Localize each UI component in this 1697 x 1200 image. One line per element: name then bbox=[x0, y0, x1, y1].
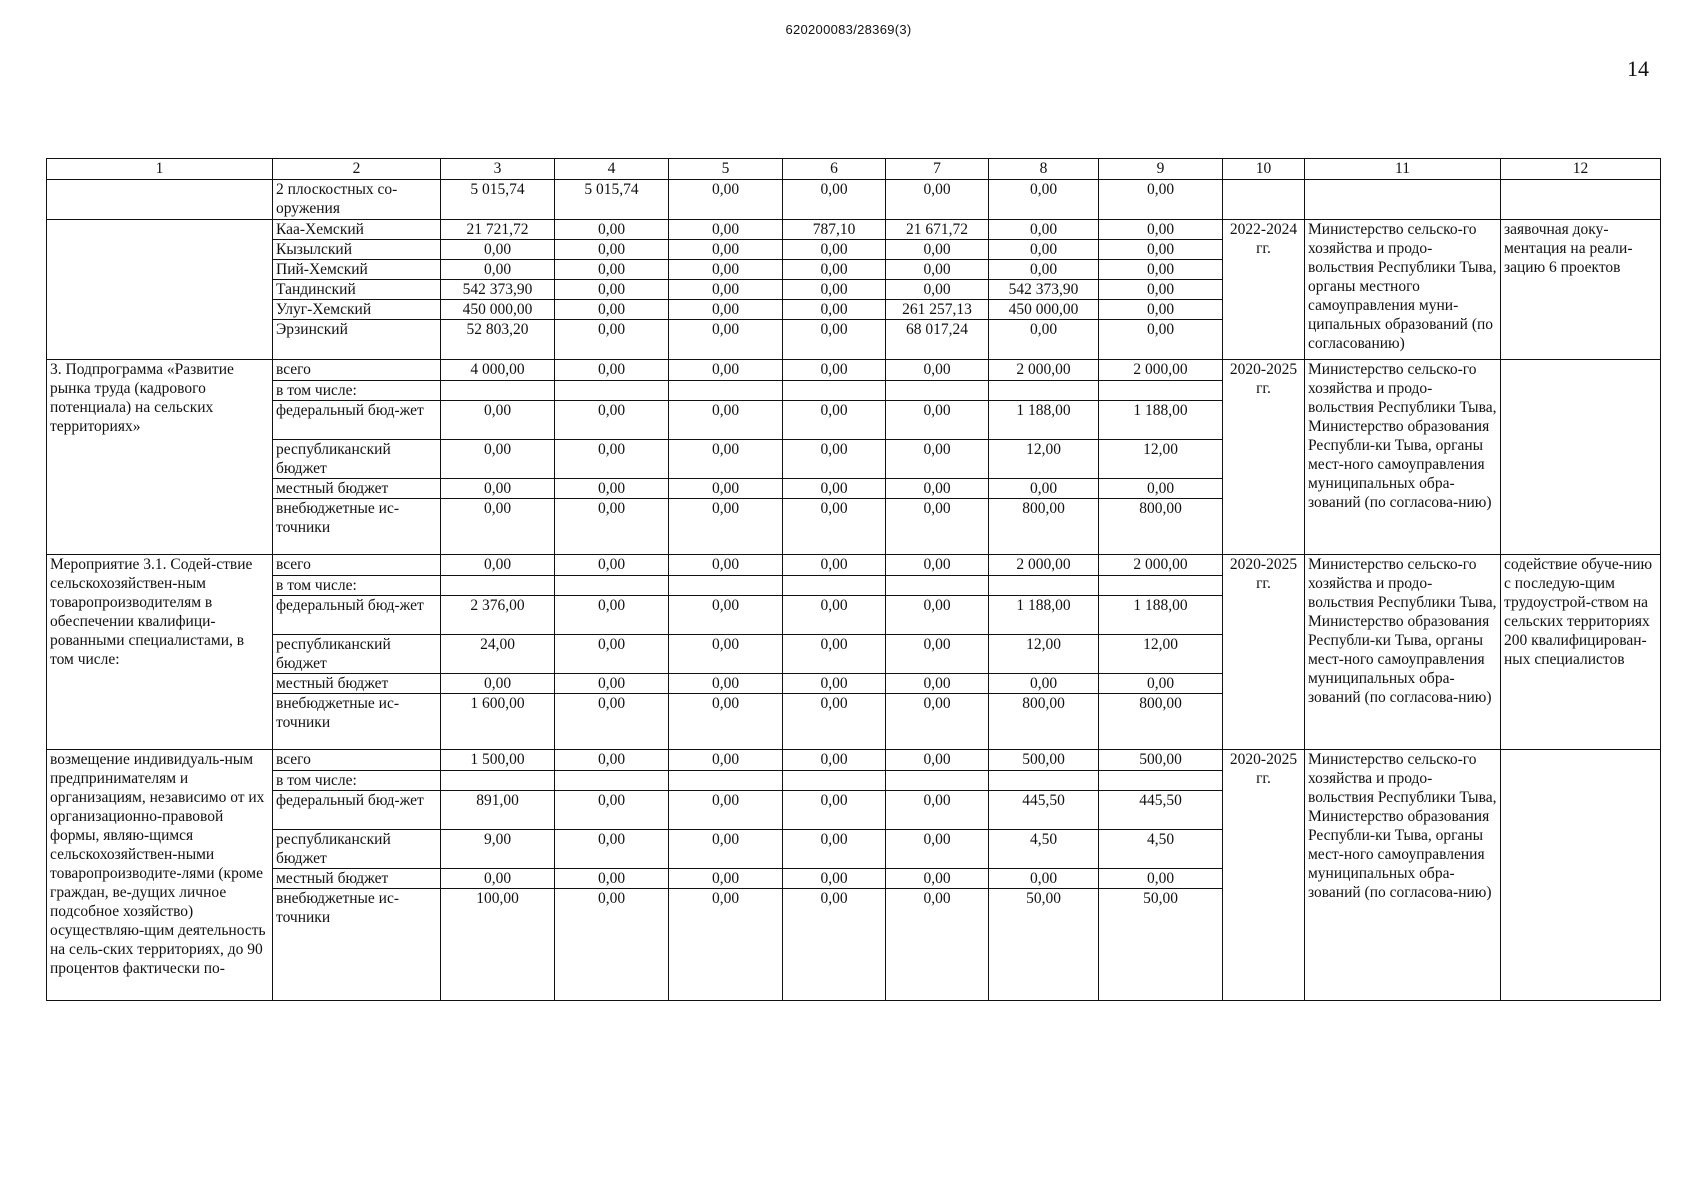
column-number: 5 bbox=[669, 159, 783, 180]
amount-cell: 0,00 bbox=[886, 791, 989, 830]
amount-cell: 52 803,20 bbox=[441, 320, 555, 360]
amount-cell bbox=[989, 576, 1099, 596]
amount-cell: 0,00 bbox=[669, 791, 783, 830]
amount-cell: 261 257,13 bbox=[886, 300, 989, 320]
amount-cell: 68 017,24 bbox=[886, 320, 989, 360]
amount-cell: 0,00 bbox=[886, 869, 989, 889]
amount-cell: 0,00 bbox=[989, 240, 1099, 260]
amount-cell: 0,00 bbox=[783, 791, 886, 830]
funding-source-cell: местный бюджет bbox=[273, 479, 441, 499]
amount-cell: 100,00 bbox=[441, 889, 555, 1001]
expected-result-cell: содействие обуче-нию с последую-щим трудоустрой-ством на сельских территориях 200 квалифицирован-ных специалистов bbox=[1501, 555, 1661, 750]
amount-cell: 0,00 bbox=[555, 260, 669, 280]
column-number: 8 bbox=[989, 159, 1099, 180]
budget-table bbox=[46, 158, 1661, 1001]
amount-cell: 0,00 bbox=[555, 479, 669, 499]
amount-cell: 0,00 bbox=[886, 635, 989, 674]
funding-source-cell: внебюджетные ис-точники bbox=[273, 889, 441, 1001]
amount-cell: 0,00 bbox=[783, 240, 886, 260]
funding-source-cell: Пий-Хемский bbox=[273, 260, 441, 280]
amount-cell: 0,00 bbox=[1099, 674, 1223, 694]
column-number: 4 bbox=[555, 159, 669, 180]
expected-result-cell bbox=[1501, 180, 1661, 220]
amount-cell: 12,00 bbox=[1099, 635, 1223, 674]
amount-cell: 0,00 bbox=[783, 869, 886, 889]
period-cell: 2020-2025 гг. bbox=[1223, 555, 1305, 750]
amount-cell: 0,00 bbox=[886, 830, 989, 869]
amount-cell: 0,00 bbox=[555, 555, 669, 576]
amount-cell: 2 000,00 bbox=[989, 555, 1099, 576]
funding-source-cell: республиканский бюджет bbox=[273, 635, 441, 674]
amount-cell: 0,00 bbox=[989, 869, 1099, 889]
amount-cell: 0,00 bbox=[989, 180, 1099, 220]
amount-cell: 445,50 bbox=[989, 791, 1099, 830]
amount-cell bbox=[441, 771, 555, 791]
amount-cell: 4,50 bbox=[989, 830, 1099, 869]
amount-cell: 0,00 bbox=[1099, 280, 1223, 300]
amount-cell: 0,00 bbox=[886, 596, 989, 635]
amount-cell: 0,00 bbox=[783, 635, 886, 674]
amount-cell: 21 671,72 bbox=[886, 220, 989, 240]
amount-cell: 0,00 bbox=[783, 889, 886, 1001]
amount-cell: 0,00 bbox=[989, 479, 1099, 499]
amount-cell: 5 015,74 bbox=[555, 180, 669, 220]
amount-cell: 0,00 bbox=[441, 401, 555, 440]
funding-source-cell: местный бюджет bbox=[273, 674, 441, 694]
table-row bbox=[47, 180, 1661, 220]
funding-source-cell: федеральный бюд-жет bbox=[273, 401, 441, 440]
amount-cell: 0,00 bbox=[1099, 869, 1223, 889]
amount-cell: 0,00 bbox=[441, 440, 555, 479]
funding-source-cell: Тандинский bbox=[273, 280, 441, 300]
funding-source-cell: всего bbox=[273, 750, 441, 771]
amount-cell: 0,00 bbox=[669, 240, 783, 260]
executor-cell: Министерство сельско-го хозяйства и продо-вольствия Республики Тыва, Министерство образования Республи-ки Тыва, органы мест-ного самоуправления муниципальных обра-зований (по согласова-нию) bbox=[1305, 360, 1501, 555]
amount-cell: 0,00 bbox=[1099, 300, 1223, 320]
amount-cell: 0,00 bbox=[886, 750, 989, 771]
amount-cell: 0,00 bbox=[886, 440, 989, 479]
amount-cell: 0,00 bbox=[783, 830, 886, 869]
amount-cell: 0,00 bbox=[886, 180, 989, 220]
amount-cell: 0,00 bbox=[783, 180, 886, 220]
amount-cell: 50,00 bbox=[989, 889, 1099, 1001]
amount-cell: 0,00 bbox=[1099, 240, 1223, 260]
column-number: 10 bbox=[1223, 159, 1305, 180]
amount-cell: 0,00 bbox=[886, 280, 989, 300]
funding-source-cell: Улуг-Хемский bbox=[273, 300, 441, 320]
amount-cell: 0,00 bbox=[555, 596, 669, 635]
amount-cell: 0,00 bbox=[886, 694, 989, 750]
amount-cell: 9,00 bbox=[441, 830, 555, 869]
amount-cell: 542 373,90 bbox=[989, 280, 1099, 300]
amount-cell: 500,00 bbox=[989, 750, 1099, 771]
amount-cell bbox=[441, 381, 555, 401]
amount-cell bbox=[669, 381, 783, 401]
table-row bbox=[47, 750, 1661, 771]
amount-cell: 0,00 bbox=[669, 360, 783, 381]
column-number: 9 bbox=[1099, 159, 1223, 180]
amount-cell: 1 188,00 bbox=[989, 596, 1099, 635]
expected-result-cell bbox=[1501, 360, 1661, 555]
amount-cell: 1 188,00 bbox=[989, 401, 1099, 440]
amount-cell: 0,00 bbox=[669, 635, 783, 674]
amount-cell: 0,00 bbox=[886, 260, 989, 280]
program-name-cell bbox=[47, 220, 273, 360]
amount-cell: 0,00 bbox=[669, 220, 783, 240]
table-row bbox=[47, 555, 1661, 576]
funding-source-cell: всего bbox=[273, 555, 441, 576]
amount-cell: 0,00 bbox=[886, 360, 989, 381]
amount-cell: 0,00 bbox=[441, 555, 555, 576]
amount-cell: 4,50 bbox=[1099, 830, 1223, 869]
amount-cell bbox=[669, 771, 783, 791]
amount-cell: 21 721,72 bbox=[441, 220, 555, 240]
amount-cell: 0,00 bbox=[783, 674, 886, 694]
amount-cell bbox=[555, 576, 669, 596]
amount-cell: 0,00 bbox=[989, 674, 1099, 694]
amount-cell: 0,00 bbox=[555, 499, 669, 555]
amount-cell: 50,00 bbox=[1099, 889, 1223, 1001]
funding-source-cell: в том числе: bbox=[273, 381, 441, 401]
amount-cell: 0,00 bbox=[783, 750, 886, 771]
amount-cell: 0,00 bbox=[669, 674, 783, 694]
funding-source-cell: местный бюджет bbox=[273, 869, 441, 889]
amount-cell: 0,00 bbox=[783, 596, 886, 635]
amount-cell: 0,00 bbox=[555, 674, 669, 694]
amount-cell: 0,00 bbox=[441, 479, 555, 499]
expected-result-cell: заявочная доку-ментация на реали-зацию 6 проектов bbox=[1501, 220, 1661, 360]
funding-source-cell: Каа-Хемский bbox=[273, 220, 441, 240]
amount-cell bbox=[886, 771, 989, 791]
amount-cell: 500,00 bbox=[1099, 750, 1223, 771]
amount-cell: 0,00 bbox=[441, 499, 555, 555]
program-name-cell bbox=[47, 180, 273, 220]
amount-cell: 0,00 bbox=[783, 360, 886, 381]
amount-cell: 0,00 bbox=[669, 401, 783, 440]
amount-cell bbox=[1099, 576, 1223, 596]
amount-cell: 12,00 bbox=[1099, 440, 1223, 479]
amount-cell: 0,00 bbox=[669, 260, 783, 280]
funding-source-cell: федеральный бюд-жет bbox=[273, 791, 441, 830]
funding-source-cell: в том числе: bbox=[273, 576, 441, 596]
amount-cell: 0,00 bbox=[669, 180, 783, 220]
amount-cell: 0,00 bbox=[555, 401, 669, 440]
page-number: 14 bbox=[1627, 56, 1649, 81]
amount-cell: 0,00 bbox=[555, 220, 669, 240]
amount-cell: 0,00 bbox=[783, 401, 886, 440]
amount-cell bbox=[441, 576, 555, 596]
executor-cell: Министерство сельско-го хозяйства и продо-вольствия Республики Тыва, Министерство образования Республи-ки Тыва, органы мест-ного самоуправления муниципальных обра-зований (по согласова-нию) bbox=[1305, 555, 1501, 750]
column-number: 3 bbox=[441, 159, 555, 180]
amount-cell: 0,00 bbox=[783, 555, 886, 576]
amount-cell: 445,50 bbox=[1099, 791, 1223, 830]
amount-cell: 0,00 bbox=[783, 694, 886, 750]
program-name-cell: возмещение индивидуаль-ным предпринимателям и организациям, независимо от их организационно-правовой формы, являю-щимся сельскохозяйствен-ными товаропроизводите-лями (кроме граждан, ве-дущих личное подсобное хозяйство) осуществляю-щим деятельность на сель-ских территориях, до 90 процентов фактически по- bbox=[47, 750, 273, 1001]
funding-source-cell: республиканский бюджет bbox=[273, 440, 441, 479]
amount-cell: 0,00 bbox=[441, 674, 555, 694]
amount-cell: 0,00 bbox=[1099, 180, 1223, 220]
executor-cell: Министерство сельско-го хозяйства и продо-вольствия Республики Тыва, органы местного самоуправления муни-ципальных образований (по согласованию) bbox=[1305, 220, 1501, 360]
amount-cell: 12,00 bbox=[989, 635, 1099, 674]
amount-cell: 0,00 bbox=[555, 280, 669, 300]
amount-cell: 800,00 bbox=[989, 694, 1099, 750]
amount-cell: 0,00 bbox=[783, 300, 886, 320]
amount-cell: 891,00 bbox=[441, 791, 555, 830]
amount-cell: 0,00 bbox=[441, 260, 555, 280]
table-row bbox=[47, 220, 1661, 240]
amount-cell: 0,00 bbox=[669, 479, 783, 499]
amount-cell: 1 600,00 bbox=[441, 694, 555, 750]
amount-cell bbox=[783, 576, 886, 596]
column-number: 7 bbox=[886, 159, 989, 180]
amount-cell: 0,00 bbox=[886, 401, 989, 440]
amount-cell: 800,00 bbox=[989, 499, 1099, 555]
amount-cell: 0,00 bbox=[555, 300, 669, 320]
funding-source-cell: внебюджетные ис-точники bbox=[273, 694, 441, 750]
period-cell: 2022-2024 гг. bbox=[1223, 220, 1305, 360]
column-number: 2 bbox=[273, 159, 441, 180]
amount-cell: 0,00 bbox=[555, 889, 669, 1001]
amount-cell bbox=[783, 771, 886, 791]
amount-cell: 0,00 bbox=[669, 280, 783, 300]
amount-cell: 24,00 bbox=[441, 635, 555, 674]
amount-cell: 0,00 bbox=[669, 596, 783, 635]
amount-cell: 0,00 bbox=[783, 499, 886, 555]
amount-cell: 2 000,00 bbox=[989, 360, 1099, 381]
amount-cell: 0,00 bbox=[441, 240, 555, 260]
amount-cell: 0,00 bbox=[669, 300, 783, 320]
amount-cell: 0,00 bbox=[886, 555, 989, 576]
amount-cell: 0,00 bbox=[669, 499, 783, 555]
amount-cell: 1 500,00 bbox=[441, 750, 555, 771]
amount-cell: 0,00 bbox=[1099, 320, 1223, 360]
column-number: 6 bbox=[783, 159, 886, 180]
amount-cell bbox=[1099, 381, 1223, 401]
executor-cell: Министерство сельско-го хозяйства и продо-вольствия Республики Тыва, Министерство образования Республи-ки Тыва, органы мест-ного самоуправления муниципальных обра-зований (по согласова-нию) bbox=[1305, 750, 1501, 1001]
amount-cell: 0,00 bbox=[1099, 220, 1223, 240]
column-number: 1 bbox=[47, 159, 273, 180]
funding-source-cell: федеральный бюд-жет bbox=[273, 596, 441, 635]
amount-cell: 0,00 bbox=[669, 869, 783, 889]
amount-cell: 0,00 bbox=[555, 360, 669, 381]
amount-cell: 0,00 bbox=[886, 674, 989, 694]
amount-cell: 0,00 bbox=[669, 889, 783, 1001]
amount-cell: 0,00 bbox=[555, 320, 669, 360]
amount-cell bbox=[1099, 771, 1223, 791]
amount-cell: 800,00 bbox=[1099, 499, 1223, 555]
table-row bbox=[47, 360, 1661, 381]
amount-cell bbox=[989, 771, 1099, 791]
funding-source-cell: внебюджетные ис-точники bbox=[273, 499, 441, 555]
column-number: 12 bbox=[1501, 159, 1661, 180]
column-number-row bbox=[47, 159, 1661, 180]
period-cell: 2020-2025 гг. bbox=[1223, 360, 1305, 555]
amount-cell: 0,00 bbox=[783, 440, 886, 479]
amount-cell: 0,00 bbox=[669, 830, 783, 869]
amount-cell: 0,00 bbox=[886, 499, 989, 555]
amount-cell bbox=[555, 381, 669, 401]
amount-cell: 0,00 bbox=[669, 750, 783, 771]
amount-cell: 0,00 bbox=[989, 320, 1099, 360]
amount-cell: 0,00 bbox=[989, 260, 1099, 280]
expected-result-cell bbox=[1501, 750, 1661, 1001]
amount-cell: 2 376,00 bbox=[441, 596, 555, 635]
amount-cell: 0,00 bbox=[783, 260, 886, 280]
amount-cell: 0,00 bbox=[669, 555, 783, 576]
amount-cell: 0,00 bbox=[555, 830, 669, 869]
column-number: 11 bbox=[1305, 159, 1501, 180]
funding-source-cell: всего bbox=[273, 360, 441, 381]
amount-cell bbox=[669, 576, 783, 596]
amount-cell: 0,00 bbox=[555, 635, 669, 674]
period-cell bbox=[1223, 180, 1305, 220]
amount-cell bbox=[886, 381, 989, 401]
amount-cell bbox=[989, 381, 1099, 401]
funding-source-cell: Кызылский bbox=[273, 240, 441, 260]
amount-cell: 0,00 bbox=[989, 220, 1099, 240]
funding-source-cell: республиканский бюджет bbox=[273, 830, 441, 869]
period-cell: 2020-2025 гг. bbox=[1223, 750, 1305, 1001]
amount-cell: 0,00 bbox=[783, 479, 886, 499]
program-name-cell: Мероприятие 3.1. Содей-ствие сельскохозяйствен-ным товаропроизводителям в обеспечении квалифици-рованными специалистами, в том числе: bbox=[47, 555, 273, 750]
program-name-cell: 3. Подпрограмма «Развитие рынка труда (кадрового потенциала) на сельских территориях» bbox=[47, 360, 273, 555]
amount-cell: 542 373,90 bbox=[441, 280, 555, 300]
amount-cell: 1 188,00 bbox=[1099, 401, 1223, 440]
amount-cell: 0,00 bbox=[669, 440, 783, 479]
amount-cell: 2 000,00 bbox=[1099, 360, 1223, 381]
amount-cell: 0,00 bbox=[886, 240, 989, 260]
amount-cell bbox=[886, 576, 989, 596]
amount-cell: 0,00 bbox=[886, 889, 989, 1001]
amount-cell: 0,00 bbox=[555, 791, 669, 830]
amount-cell: 2 000,00 bbox=[1099, 555, 1223, 576]
document-id: 620200083/28369(3) bbox=[785, 22, 912, 37]
amount-cell: 0,00 bbox=[555, 240, 669, 260]
amount-cell: 0,00 bbox=[1099, 479, 1223, 499]
amount-cell: 0,00 bbox=[555, 440, 669, 479]
amount-cell: 450 000,00 bbox=[441, 300, 555, 320]
amount-cell: 800,00 bbox=[1099, 694, 1223, 750]
amount-cell: 0,00 bbox=[669, 694, 783, 750]
amount-cell: 0,00 bbox=[555, 869, 669, 889]
amount-cell: 1 188,00 bbox=[1099, 596, 1223, 635]
amount-cell: 5 015,74 bbox=[441, 180, 555, 220]
executor-cell bbox=[1305, 180, 1501, 220]
amount-cell: 0,00 bbox=[1099, 260, 1223, 280]
funding-source-cell: 2 плоскостных со-оружения bbox=[273, 180, 441, 220]
amount-cell: 450 000,00 bbox=[989, 300, 1099, 320]
funding-source-cell: Эрзинский bbox=[273, 320, 441, 360]
amount-cell: 0,00 bbox=[669, 320, 783, 360]
funding-source-cell: в том числе: bbox=[273, 771, 441, 791]
amount-cell: 0,00 bbox=[783, 280, 886, 300]
amount-cell: 4 000,00 bbox=[441, 360, 555, 381]
amount-cell: 0,00 bbox=[441, 869, 555, 889]
amount-cell: 787,10 bbox=[783, 220, 886, 240]
amount-cell bbox=[783, 381, 886, 401]
amount-cell: 0,00 bbox=[555, 750, 669, 771]
amount-cell: 0,00 bbox=[555, 694, 669, 750]
amount-cell: 0,00 bbox=[783, 320, 886, 360]
amount-cell: 12,00 bbox=[989, 440, 1099, 479]
amount-cell bbox=[555, 771, 669, 791]
amount-cell: 0,00 bbox=[886, 479, 989, 499]
